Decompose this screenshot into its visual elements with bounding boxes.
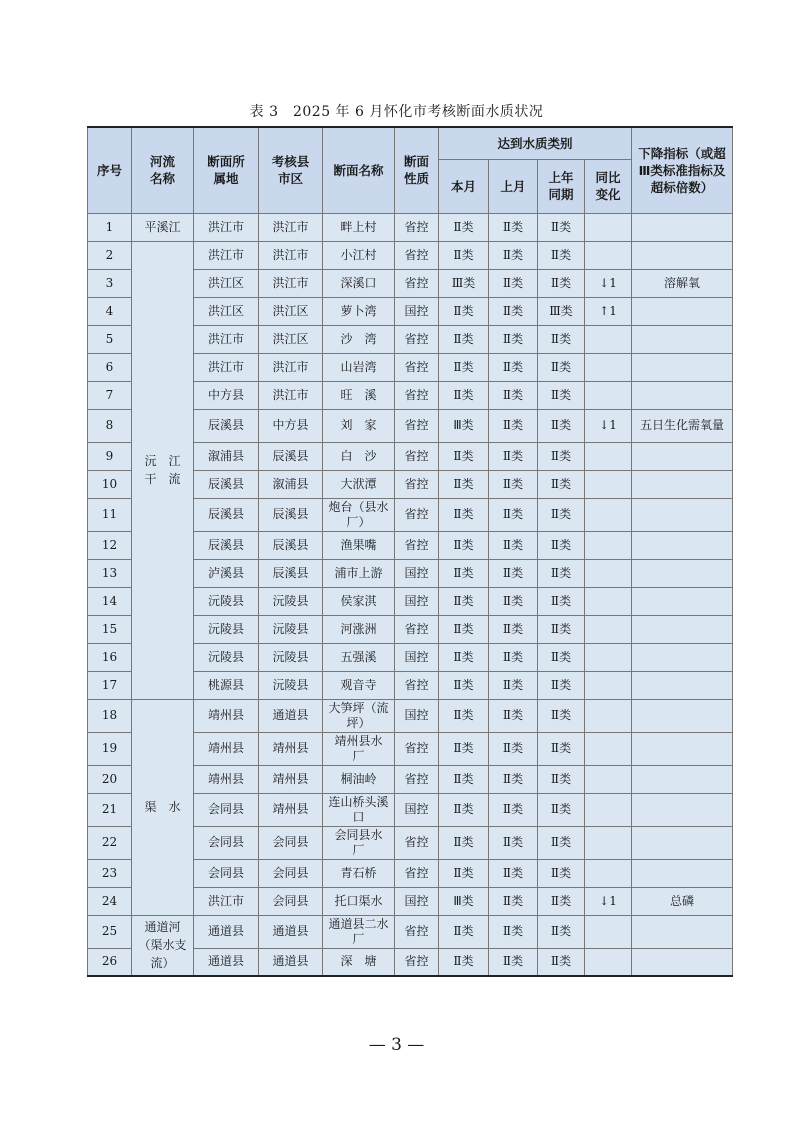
cell-last-month: Ⅱ类 — [489, 859, 538, 887]
cell-yoy — [585, 765, 632, 793]
cell-yoy — [585, 470, 632, 498]
cell-county: 洪江市 — [259, 269, 323, 297]
header-seq: 序号 — [88, 127, 132, 213]
cell-this-month: Ⅱ类 — [439, 442, 489, 470]
cell-location: 洪江市 — [194, 887, 259, 915]
cell-county: 靖州县 — [259, 793, 323, 826]
cell-last-month: Ⅱ类 — [489, 793, 538, 826]
cell-yoy — [585, 859, 632, 887]
cell-seq: 8 — [88, 409, 132, 442]
cell-location: 靖州县 — [194, 765, 259, 793]
cell-seq: 2 — [88, 241, 132, 269]
cell-nature: 省控 — [395, 269, 439, 297]
cell-nature: 省控 — [395, 498, 439, 531]
cell-name: 小江村 — [323, 241, 395, 269]
cell-location: 中方县 — [194, 381, 259, 409]
cell-this-month: Ⅱ类 — [439, 325, 489, 353]
cell-this-month: Ⅱ类 — [439, 826, 489, 859]
cell-seq: 3 — [88, 269, 132, 297]
cell-this-month: Ⅱ类 — [439, 353, 489, 381]
cell-nature: 省控 — [395, 915, 439, 948]
cell-last-month: Ⅱ类 — [489, 297, 538, 325]
cell-last-month: Ⅱ类 — [489, 442, 538, 470]
header-last-year: 上年同期 — [538, 159, 585, 213]
cell-river: 沅 江 干 流 — [132, 241, 194, 699]
cell-county: 沅陵县 — [259, 615, 323, 643]
header-county: 考核县市区 — [259, 127, 323, 213]
cell-nature: 省控 — [395, 826, 439, 859]
header-class-group: 达到水质类别 — [439, 127, 632, 159]
cell-name: 大洑潭 — [323, 470, 395, 498]
cell-last-year: Ⅱ类 — [538, 325, 585, 353]
cell-yoy — [585, 948, 632, 976]
cell-location: 通道县 — [194, 948, 259, 976]
cell-last-month: Ⅱ类 — [489, 381, 538, 409]
cell-name: 连山桥头溪口 — [323, 793, 395, 826]
cell-this-month: Ⅱ类 — [439, 948, 489, 976]
cell-last-month: Ⅱ类 — [489, 887, 538, 915]
cell-this-month: Ⅱ类 — [439, 915, 489, 948]
cell-indicator: 总磷 — [632, 887, 733, 915]
cell-county: 靖州县 — [259, 765, 323, 793]
cell-this-month: Ⅱ类 — [439, 213, 489, 241]
cell-name: 河涨洲 — [323, 615, 395, 643]
cell-last-year: Ⅱ类 — [538, 859, 585, 887]
cell-county: 会同县 — [259, 826, 323, 859]
cell-location: 洪江区 — [194, 297, 259, 325]
cell-yoy — [585, 587, 632, 615]
header-river: 河流名称 — [132, 127, 194, 213]
cell-indicator — [632, 671, 733, 699]
cell-name: 青石桥 — [323, 859, 395, 887]
cell-seq: 21 — [88, 793, 132, 826]
cell-last-year: Ⅱ类 — [538, 699, 585, 732]
cell-seq: 10 — [88, 470, 132, 498]
cell-last-year: Ⅱ类 — [538, 241, 585, 269]
cell-name: 五强溪 — [323, 643, 395, 671]
cell-name: 渔果嘴 — [323, 531, 395, 559]
cell-last-year: Ⅱ类 — [538, 915, 585, 948]
cell-name: 萝卜湾 — [323, 297, 395, 325]
cell-yoy — [585, 241, 632, 269]
cell-nature: 国控 — [395, 643, 439, 671]
cell-name: 炮台（县水厂） — [323, 498, 395, 531]
cell-indicator — [632, 915, 733, 948]
cell-county: 沅陵县 — [259, 587, 323, 615]
cell-name: 侯家淇 — [323, 587, 395, 615]
header-last-month: 上月 — [489, 159, 538, 213]
cell-indicator: 溶解氧 — [632, 269, 733, 297]
cell-seq: 19 — [88, 732, 132, 765]
cell-yoy — [585, 643, 632, 671]
cell-seq: 7 — [88, 381, 132, 409]
cell-location: 靖州县 — [194, 699, 259, 732]
cell-location: 洪江市 — [194, 213, 259, 241]
cell-name: 刘 家 — [323, 409, 395, 442]
cell-location: 桃源县 — [194, 671, 259, 699]
cell-name: 旺 溪 — [323, 381, 395, 409]
cell-last-year: Ⅱ类 — [538, 826, 585, 859]
cell-location: 通道县 — [194, 915, 259, 948]
cell-last-month: Ⅱ类 — [489, 409, 538, 442]
cell-seq: 24 — [88, 887, 132, 915]
cell-nature: 省控 — [395, 470, 439, 498]
cell-last-month: Ⅱ类 — [489, 915, 538, 948]
cell-name: 畔上村 — [323, 213, 395, 241]
cell-location: 会同县 — [194, 826, 259, 859]
cell-indicator — [632, 213, 733, 241]
cell-last-year: Ⅱ类 — [538, 409, 585, 442]
cell-yoy — [585, 699, 632, 732]
cell-seq: 26 — [88, 948, 132, 976]
cell-nature: 省控 — [395, 241, 439, 269]
cell-last-month: Ⅱ类 — [489, 587, 538, 615]
cell-county: 洪江区 — [259, 325, 323, 353]
cell-county: 中方县 — [259, 409, 323, 442]
cell-seq: 1 — [88, 213, 132, 241]
cell-location: 辰溪县 — [194, 470, 259, 498]
cell-name: 托口渠水 — [323, 887, 395, 915]
cell-yoy — [585, 559, 632, 587]
cell-last-year: Ⅱ类 — [538, 269, 585, 297]
cell-last-year: Ⅱ类 — [538, 470, 585, 498]
cell-seq: 25 — [88, 915, 132, 948]
cell-this-month: Ⅲ类 — [439, 269, 489, 297]
cell-last-year: Ⅱ类 — [538, 793, 585, 826]
cell-river: 渠 水 — [132, 699, 194, 915]
cell-last-year: Ⅱ类 — [538, 559, 585, 587]
cell-this-month: Ⅱ类 — [439, 793, 489, 826]
cell-location: 辰溪县 — [194, 409, 259, 442]
cell-nature: 省控 — [395, 671, 439, 699]
cell-yoy — [585, 531, 632, 559]
cell-seq: 16 — [88, 643, 132, 671]
cell-last-year: Ⅱ类 — [538, 887, 585, 915]
cell-yoy — [585, 615, 632, 643]
page-number: — 3 — — [368, 1035, 425, 1055]
cell-indicator — [632, 325, 733, 353]
cell-county: 通道县 — [259, 915, 323, 948]
cell-seq: 5 — [88, 325, 132, 353]
cell-this-month: Ⅱ类 — [439, 643, 489, 671]
cell-county: 辰溪县 — [259, 531, 323, 559]
cell-yoy — [585, 381, 632, 409]
cell-last-month: Ⅱ类 — [489, 699, 538, 732]
cell-this-month: Ⅱ类 — [439, 241, 489, 269]
cell-yoy — [585, 442, 632, 470]
cell-last-month: Ⅱ类 — [489, 671, 538, 699]
cell-this-month: Ⅲ类 — [439, 409, 489, 442]
cell-nature: 省控 — [395, 765, 439, 793]
cell-name: 靖州县水 厂 — [323, 732, 395, 765]
cell-seq: 9 — [88, 442, 132, 470]
cell-this-month: Ⅱ类 — [439, 587, 489, 615]
cell-last-month: Ⅱ类 — [489, 269, 538, 297]
cell-county: 辰溪县 — [259, 559, 323, 587]
cell-last-month: Ⅱ类 — [489, 325, 538, 353]
cell-indicator — [632, 587, 733, 615]
cell-indicator — [632, 765, 733, 793]
header-name: 断面名称 — [323, 127, 395, 213]
cell-last-year: Ⅱ类 — [538, 531, 585, 559]
cell-indicator — [632, 559, 733, 587]
cell-county: 会同县 — [259, 859, 323, 887]
cell-this-month: Ⅱ类 — [439, 498, 489, 531]
cell-yoy — [585, 915, 632, 948]
cell-indicator — [632, 793, 733, 826]
cell-nature: 省控 — [395, 353, 439, 381]
cell-last-year: Ⅱ类 — [538, 615, 585, 643]
table-caption: 表 3 2025 年 6 月怀化市考核断面水质状况 — [249, 104, 544, 120]
cell-county: 辰溪县 — [259, 498, 323, 531]
cell-seq: 11 — [88, 498, 132, 531]
cell-name: 桐油岭 — [323, 765, 395, 793]
cell-nature: 国控 — [395, 559, 439, 587]
cell-seq: 6 — [88, 353, 132, 381]
table-row — [88, 241, 733, 269]
cell-yoy — [585, 498, 632, 531]
cell-yoy: ↑1 — [585, 297, 632, 325]
cell-last-month: Ⅱ类 — [489, 559, 538, 587]
cell-nature: 国控 — [395, 587, 439, 615]
cell-indicator — [632, 643, 733, 671]
cell-this-month: Ⅱ类 — [439, 615, 489, 643]
cell-name: 会同县水 厂 — [323, 826, 395, 859]
cell-last-year: Ⅱ类 — [538, 353, 585, 381]
cell-nature: 省控 — [395, 325, 439, 353]
cell-location: 沅陵县 — [194, 615, 259, 643]
cell-seq: 14 — [88, 587, 132, 615]
cell-last-month: Ⅱ类 — [489, 643, 538, 671]
cell-last-month: Ⅱ类 — [489, 498, 538, 531]
cell-nature: 省控 — [395, 409, 439, 442]
cell-yoy — [585, 793, 632, 826]
cell-name: 山岩湾 — [323, 353, 395, 381]
cell-seq: 13 — [88, 559, 132, 587]
header-indicator: 下降指标（或超Ⅲ类标准指标及超标倍数） — [632, 127, 733, 213]
cell-yoy — [585, 826, 632, 859]
header-location: 断面所属地 — [194, 127, 259, 213]
cell-last-year: Ⅱ类 — [538, 948, 585, 976]
cell-last-year: Ⅱ类 — [538, 213, 585, 241]
cell-county: 沅陵县 — [259, 643, 323, 671]
cell-indicator — [632, 470, 733, 498]
cell-last-year: Ⅱ类 — [538, 498, 585, 531]
cell-location: 会同县 — [194, 859, 259, 887]
cell-seq: 17 — [88, 671, 132, 699]
cell-last-year: Ⅱ类 — [538, 643, 585, 671]
cell-yoy — [585, 353, 632, 381]
cell-location: 辰溪县 — [194, 531, 259, 559]
cell-indicator — [632, 531, 733, 559]
cell-last-month: Ⅱ类 — [489, 948, 538, 976]
cell-last-year: Ⅱ类 — [538, 732, 585, 765]
cell-this-month: Ⅱ类 — [439, 531, 489, 559]
cell-yoy: ↓1 — [585, 269, 632, 297]
cell-last-year: Ⅲ类 — [538, 297, 585, 325]
cell-last-month: Ⅱ类 — [489, 213, 538, 241]
cell-last-year: Ⅱ类 — [538, 671, 585, 699]
cell-county: 辰溪县 — [259, 442, 323, 470]
cell-this-month: Ⅱ类 — [439, 671, 489, 699]
cell-indicator — [632, 297, 733, 325]
header-nature: 断面性质 — [395, 127, 439, 213]
cell-location: 沅陵县 — [194, 643, 259, 671]
cell-name: 浦市上游 — [323, 559, 395, 587]
cell-last-year: Ⅱ类 — [538, 587, 585, 615]
cell-county: 通道县 — [259, 699, 323, 732]
cell-last-month: Ⅱ类 — [489, 353, 538, 381]
cell-nature: 国控 — [395, 699, 439, 732]
cell-last-month: Ⅱ类 — [489, 826, 538, 859]
cell-seq: 18 — [88, 699, 132, 732]
cell-nature: 省控 — [395, 531, 439, 559]
water-quality-table — [87, 126, 733, 977]
cell-indicator — [632, 859, 733, 887]
cell-indicator — [632, 948, 733, 976]
cell-location: 溆浦县 — [194, 442, 259, 470]
cell-seq: 12 — [88, 531, 132, 559]
cell-last-month: Ⅱ类 — [489, 241, 538, 269]
cell-name: 沙 湾 — [323, 325, 395, 353]
cell-county: 洪江市 — [259, 381, 323, 409]
cell-river: 平溪江 — [132, 213, 194, 241]
cell-last-year: Ⅱ类 — [538, 765, 585, 793]
cell-county: 洪江市 — [259, 241, 323, 269]
cell-last-month: Ⅱ类 — [489, 531, 538, 559]
cell-last-year: Ⅱ类 — [538, 381, 585, 409]
cell-location: 沅陵县 — [194, 587, 259, 615]
cell-seq: 20 — [88, 765, 132, 793]
cell-this-month: Ⅱ类 — [439, 765, 489, 793]
cell-this-month: Ⅲ类 — [439, 887, 489, 915]
cell-location: 洪江区 — [194, 269, 259, 297]
cell-location: 靖州县 — [194, 732, 259, 765]
cell-yoy — [585, 671, 632, 699]
cell-this-month: Ⅱ类 — [439, 381, 489, 409]
cell-indicator — [632, 442, 733, 470]
cell-yoy: ↓1 — [585, 409, 632, 442]
cell-indicator — [632, 826, 733, 859]
cell-indicator — [632, 353, 733, 381]
cell-last-month: Ⅱ类 — [489, 615, 538, 643]
cell-yoy — [585, 213, 632, 241]
cell-location: 泸溪县 — [194, 559, 259, 587]
cell-nature: 国控 — [395, 793, 439, 826]
cell-indicator — [632, 498, 733, 531]
cell-seq: 15 — [88, 615, 132, 643]
cell-name: 深溪口 — [323, 269, 395, 297]
cell-location: 会同县 — [194, 793, 259, 826]
cell-name: 大笋坪（流坪） — [323, 699, 395, 732]
cell-yoy — [585, 732, 632, 765]
table-body — [88, 213, 733, 976]
cell-nature: 国控 — [395, 297, 439, 325]
cell-nature: 省控 — [395, 615, 439, 643]
cell-last-month: Ⅱ类 — [489, 765, 538, 793]
cell-this-month: Ⅱ类 — [439, 699, 489, 732]
cell-indicator: 五日生化需氧量 — [632, 409, 733, 442]
cell-indicator — [632, 732, 733, 765]
cell-river: 通道河（渠水支流） — [132, 915, 194, 976]
cell-county: 洪江市 — [259, 353, 323, 381]
header-this-month: 本月 — [439, 159, 489, 213]
cell-yoy: ↓1 — [585, 887, 632, 915]
cell-location: 洪江市 — [194, 353, 259, 381]
cell-nature: 国控 — [395, 887, 439, 915]
cell-last-year: Ⅱ类 — [538, 442, 585, 470]
cell-last-month: Ⅱ类 — [489, 732, 538, 765]
table-row — [88, 213, 733, 241]
cell-indicator — [632, 381, 733, 409]
cell-county: 靖州县 — [259, 732, 323, 765]
cell-nature: 省控 — [395, 442, 439, 470]
cell-county: 会同县 — [259, 887, 323, 915]
table-row — [88, 915, 733, 948]
header-yoy: 同比变化 — [585, 159, 632, 213]
cell-location: 洪江市 — [194, 325, 259, 353]
cell-name: 白 沙 — [323, 442, 395, 470]
cell-seq: 22 — [88, 826, 132, 859]
cell-location: 洪江市 — [194, 241, 259, 269]
cell-nature: 省控 — [395, 213, 439, 241]
cell-nature: 省控 — [395, 381, 439, 409]
cell-county: 沅陵县 — [259, 671, 323, 699]
cell-name: 深 塘 — [323, 948, 395, 976]
cell-county: 溆浦县 — [259, 470, 323, 498]
table-row — [88, 699, 733, 732]
cell-county: 通道县 — [259, 948, 323, 976]
cell-yoy — [585, 325, 632, 353]
cell-name: 通道县二水厂 — [323, 915, 395, 948]
cell-indicator — [632, 699, 733, 732]
cell-indicator — [632, 615, 733, 643]
cell-nature: 省控 — [395, 732, 439, 765]
cell-county: 洪江区 — [259, 297, 323, 325]
cell-seq: 4 — [88, 297, 132, 325]
cell-location: 辰溪县 — [194, 498, 259, 531]
cell-seq: 23 — [88, 859, 132, 887]
cell-this-month: Ⅱ类 — [439, 470, 489, 498]
cell-name: 观音寺 — [323, 671, 395, 699]
cell-nature: 省控 — [395, 859, 439, 887]
cell-last-month: Ⅱ类 — [489, 470, 538, 498]
cell-this-month: Ⅱ类 — [439, 559, 489, 587]
cell-this-month: Ⅱ类 — [439, 297, 489, 325]
cell-nature: 省控 — [395, 948, 439, 976]
cell-county: 洪江市 — [259, 213, 323, 241]
cell-indicator — [632, 241, 733, 269]
cell-this-month: Ⅱ类 — [439, 732, 489, 765]
cell-this-month: Ⅱ类 — [439, 859, 489, 887]
